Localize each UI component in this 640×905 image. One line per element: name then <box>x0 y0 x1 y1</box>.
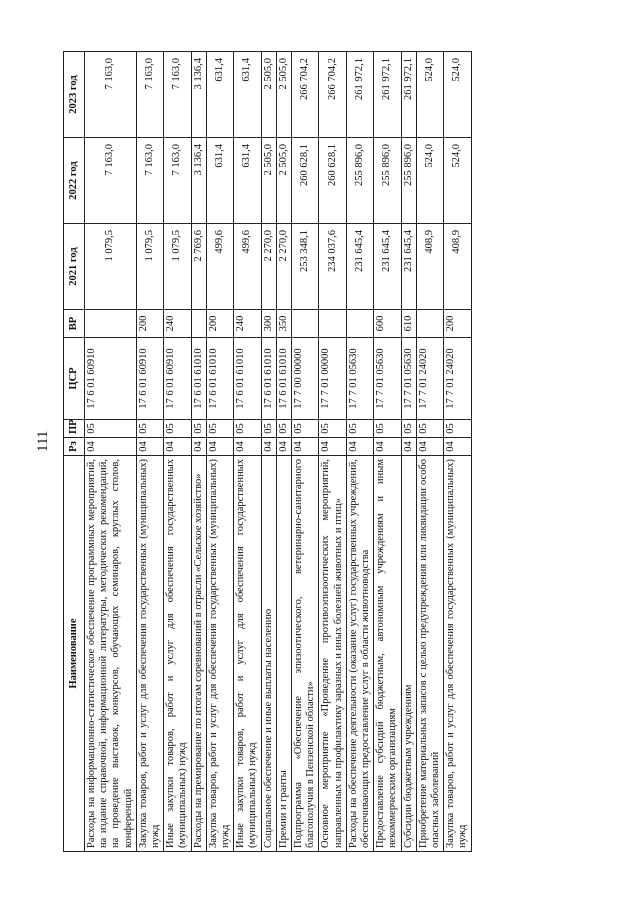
cell-name: Расходы на обеспечение деятельности (оказание услуг) государственных учреждений, обеспечивающих предоставление услуг в области животноводства <box>346 456 373 852</box>
cell-pr: 05 <box>261 420 276 438</box>
cell-2023: 2 505,0 <box>261 52 276 138</box>
table-row <box>136 52 163 852</box>
cell-rz: 04 <box>261 438 276 456</box>
cell-2022: 255 896,0 <box>374 138 401 224</box>
cell-2022: 7 163,0 <box>85 138 137 224</box>
cell-2021: 2 769,6 <box>191 224 206 310</box>
cell-name: Приобретение материальных запасов с целью предупреждения или ликвидации особо опасных заболеваний <box>416 456 443 852</box>
table-header-row <box>64 52 85 852</box>
cell-vr <box>191 310 206 338</box>
cell-vr: 200 <box>206 310 233 338</box>
cell-name: Социальное обеспечение и иные выплаты населению <box>261 456 276 852</box>
cell-pr: 05 <box>164 420 191 438</box>
cell-vr: 200 <box>444 310 471 338</box>
cell-2023: 2 505,0 <box>276 52 291 138</box>
table-row <box>206 52 233 852</box>
cell-name: Закупка товаров, работ и услуг для обеспечения государственных (муниципальных) нужд <box>206 456 233 852</box>
cell-2023: 631,4 <box>206 52 233 138</box>
cell-name: Субсидии бюджетным учреждениям <box>401 456 416 852</box>
header-pr: ПР <box>64 420 85 438</box>
cell-pr: 05 <box>191 420 206 438</box>
cell-2022: 524,0 <box>444 138 471 224</box>
cell-rz: 04 <box>292 438 319 456</box>
cell-csr: 17 6 01 60910 <box>85 338 137 420</box>
cell-pr: 05 <box>401 420 416 438</box>
cell-pr: 05 <box>206 420 233 438</box>
cell-2023: 261 972,1 <box>374 52 401 138</box>
table-row <box>444 52 471 852</box>
cell-rz: 04 <box>85 438 137 456</box>
cell-2022: 7 163,0 <box>136 138 163 224</box>
cell-rz: 04 <box>164 438 191 456</box>
cell-rz: 04 <box>346 438 373 456</box>
cell-2022: 524,0 <box>416 138 443 224</box>
header-2021: 2021 год <box>64 224 85 310</box>
cell-2021: 499,6 <box>206 224 233 310</box>
cell-csr: 17 7 01 24020 <box>444 338 471 420</box>
cell-2023: 631,4 <box>234 52 261 138</box>
cell-csr: 17 7 00 00000 <box>292 338 319 420</box>
cell-2022: 2 505,0 <box>261 138 276 224</box>
cell-2021: 234 037,6 <box>319 224 346 310</box>
cell-2022: 260 628,1 <box>319 138 346 224</box>
budget-table <box>63 51 472 852</box>
cell-2022: 260 628,1 <box>292 138 319 224</box>
cell-2021: 1 079,5 <box>85 224 137 310</box>
cell-2021: 499,6 <box>234 224 261 310</box>
cell-vr <box>416 310 443 338</box>
cell-2021: 2 270,0 <box>276 224 291 310</box>
cell-2022: 631,4 <box>234 138 261 224</box>
cell-csr: 17 6 01 60910 <box>136 338 163 420</box>
cell-2022: 255 896,0 <box>346 138 373 224</box>
cell-rz: 04 <box>401 438 416 456</box>
cell-pr: 05 <box>292 420 319 438</box>
cell-rz: 04 <box>276 438 291 456</box>
cell-pr: 05 <box>276 420 291 438</box>
header-vr: ВР <box>64 310 85 338</box>
cell-name: Иные закупки товаров, работ и услуг для обеспечения государственных (муниципальных) нужд <box>164 456 191 852</box>
cell-2023: 266 704,2 <box>292 52 319 138</box>
cell-rz: 04 <box>444 438 471 456</box>
rotated-table-container <box>63 52 603 852</box>
cell-vr <box>292 310 319 338</box>
cell-csr: 17 6 01 61010 <box>261 338 276 420</box>
cell-name: Расходы на информационно-статистическое обеспечение программных мероприятий, на издание справочной, информационной литературы, методических рекомендаций, на проведение выставок, конкурсов, обучающих семинаров, круглых столов, конференций <box>85 456 137 852</box>
cell-2023: 7 163,0 <box>85 52 137 138</box>
cell-vr: 350 <box>276 310 291 338</box>
cell-csr: 17 6 01 60910 <box>164 338 191 420</box>
cell-2021: 253 348,1 <box>292 224 319 310</box>
cell-pr: 05 <box>374 420 401 438</box>
cell-csr: 17 7 01 24020 <box>416 338 443 420</box>
cell-csr: 17 7 01 05630 <box>346 338 373 420</box>
header-2023: 2023 год <box>64 52 85 138</box>
cell-vr: 240 <box>234 310 261 338</box>
cell-rz: 04 <box>319 438 346 456</box>
cell-2022: 255 896,0 <box>401 138 416 224</box>
cell-2023: 261 972,1 <box>346 52 373 138</box>
table-row <box>346 52 373 852</box>
cell-name: Предоставление субсидий бюджетным, автономным учреждениям и иным некоммерческим организациям <box>374 456 401 852</box>
cell-vr <box>85 310 137 338</box>
cell-rz: 04 <box>191 438 206 456</box>
cell-csr: 17 6 01 61010 <box>234 338 261 420</box>
cell-csr: 17 6 01 61010 <box>191 338 206 420</box>
cell-pr: 05 <box>346 420 373 438</box>
cell-rz: 04 <box>136 438 163 456</box>
cell-csr: 17 6 01 61010 <box>276 338 291 420</box>
header-2022: 2022 год <box>64 138 85 224</box>
cell-name: Основное мероприятие «Проведение противоэпизоотических мероприятий, направленных на профилактику заразных и иных болезней животных и птиц» <box>319 456 346 852</box>
cell-2023: 7 163,0 <box>164 52 191 138</box>
cell-vr: 300 <box>261 310 276 338</box>
page-number: 111 <box>35 430 51 452</box>
cell-rz: 04 <box>206 438 233 456</box>
table-row <box>401 52 416 852</box>
cell-csr: 17 7 01 05630 <box>374 338 401 420</box>
table-row <box>319 52 346 852</box>
table-row <box>276 52 291 852</box>
table-row <box>85 52 137 852</box>
cell-2023: 7 163,0 <box>136 52 163 138</box>
cell-2021: 408,9 <box>444 224 471 310</box>
cell-pr: 05 <box>319 420 346 438</box>
cell-2021: 1 079,5 <box>136 224 163 310</box>
table-row <box>292 52 319 852</box>
cell-vr: 240 <box>164 310 191 338</box>
cell-csr: 17 7 01 00000 <box>319 338 346 420</box>
cell-2023: 261 972,1 <box>401 52 416 138</box>
cell-csr: 17 6 01 61010 <box>206 338 233 420</box>
cell-2023: 524,0 <box>444 52 471 138</box>
table-row <box>416 52 443 852</box>
table-row <box>191 52 206 852</box>
cell-2022: 631,4 <box>206 138 233 224</box>
cell-pr: 05 <box>234 420 261 438</box>
cell-csr: 17 7 01 05630 <box>401 338 416 420</box>
cell-2021: 231 645,4 <box>374 224 401 310</box>
cell-vr: 200 <box>136 310 163 338</box>
cell-2023: 524,0 <box>416 52 443 138</box>
cell-name: Закупка товаров, работ и услуг для обеспечения государственных (муниципальных) нужд <box>444 456 471 852</box>
cell-2021: 408,9 <box>416 224 443 310</box>
cell-rz: 04 <box>234 438 261 456</box>
cell-2021: 2 270,0 <box>261 224 276 310</box>
table-row <box>164 52 191 852</box>
header-name: Наименование <box>64 456 85 852</box>
cell-vr <box>346 310 373 338</box>
cell-pr: 05 <box>416 420 443 438</box>
header-rz: Рз <box>64 438 85 456</box>
cell-2023: 3 136,4 <box>191 52 206 138</box>
cell-name: Расходы на премирование по итогам соревнований в отрасли «Сельское хозяйство» <box>191 456 206 852</box>
cell-2022: 3 136,4 <box>191 138 206 224</box>
cell-vr: 610 <box>401 310 416 338</box>
cell-rz: 04 <box>416 438 443 456</box>
cell-name: Подпрограмма «Обеспечение эпизоотического, ветеринарно-санитарного благополучия в Пензенской области» <box>292 456 319 852</box>
cell-2021: 231 645,4 <box>346 224 373 310</box>
cell-2022: 7 163,0 <box>164 138 191 224</box>
cell-pr: 05 <box>444 420 471 438</box>
cell-2021: 1 079,5 <box>164 224 191 310</box>
cell-vr: 600 <box>374 310 401 338</box>
cell-2023: 266 704,2 <box>319 52 346 138</box>
cell-pr: 05 <box>136 420 163 438</box>
table-row <box>261 52 276 852</box>
table-row <box>234 52 261 852</box>
cell-pr: 05 <box>85 420 137 438</box>
cell-2021: 231 645,4 <box>401 224 416 310</box>
cell-rz: 04 <box>374 438 401 456</box>
cell-name: Премии и гранты <box>276 456 291 852</box>
cell-name: Закупка товаров, работ и услуг для обеспечения государственных (муниципальных) нужд <box>136 456 163 852</box>
cell-name: Иные закупки товаров, работ и услуг для обеспечения государственных (муниципальных) нужд <box>234 456 261 852</box>
table-row <box>374 52 401 852</box>
cell-2022: 2 505,0 <box>276 138 291 224</box>
cell-vr <box>319 310 346 338</box>
header-csr: ЦСР <box>64 338 85 420</box>
